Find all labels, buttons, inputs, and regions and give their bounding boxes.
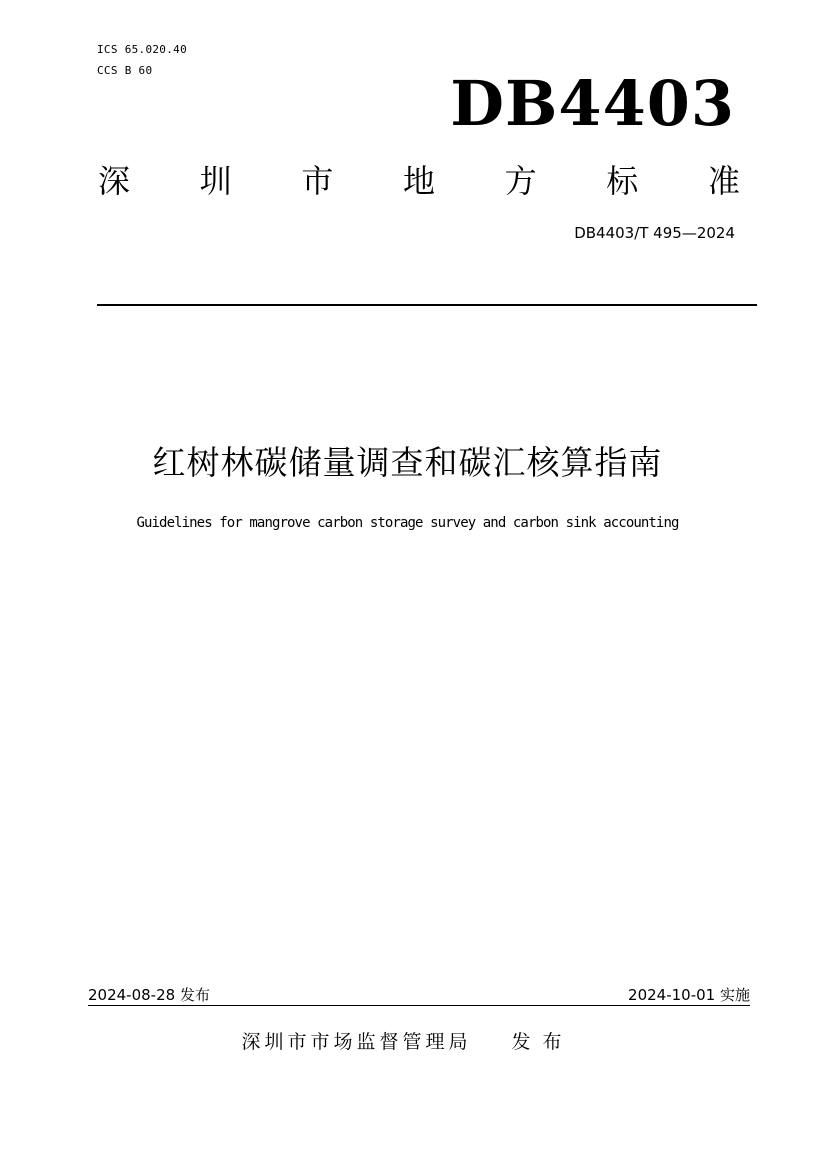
- document-title-chinese: 红树林碳储量调查和碳汇核算指南: [152, 443, 663, 482]
- date-row: [88, 985, 750, 1006]
- standard-type-char: 准: [707, 162, 740, 200]
- issuer-line: [0, 1029, 815, 1055]
- document-title-english: Guidelines for mangrove carbon storage survey and carbon sink accounting: [136, 515, 679, 531]
- standard-type-char: 圳: [199, 162, 232, 200]
- standard-type-char: 市: [301, 162, 334, 200]
- standard-type-char: 标: [606, 162, 639, 200]
- header-divider: [97, 304, 757, 306]
- standard-number: DB4403/T 495—2024: [574, 224, 735, 242]
- standard-logo: DB4403: [450, 67, 735, 140]
- standard-type: [98, 157, 740, 201]
- standard-type-char: 地: [402, 162, 435, 200]
- standard-type-char: 深: [98, 162, 131, 200]
- release-date: 2024-08-28 发布: [88, 986, 210, 1004]
- issuing-organization: 深圳市市场监督管理局: [241, 1031, 472, 1053]
- ics-code: ICS 65.020.40: [97, 43, 187, 56]
- implementation-date: 2024-10-01 实施: [628, 986, 750, 1004]
- ccs-code: CCS B 60: [97, 64, 153, 77]
- standard-type-char: 方: [504, 162, 537, 200]
- issue-action: 发布: [511, 1031, 574, 1053]
